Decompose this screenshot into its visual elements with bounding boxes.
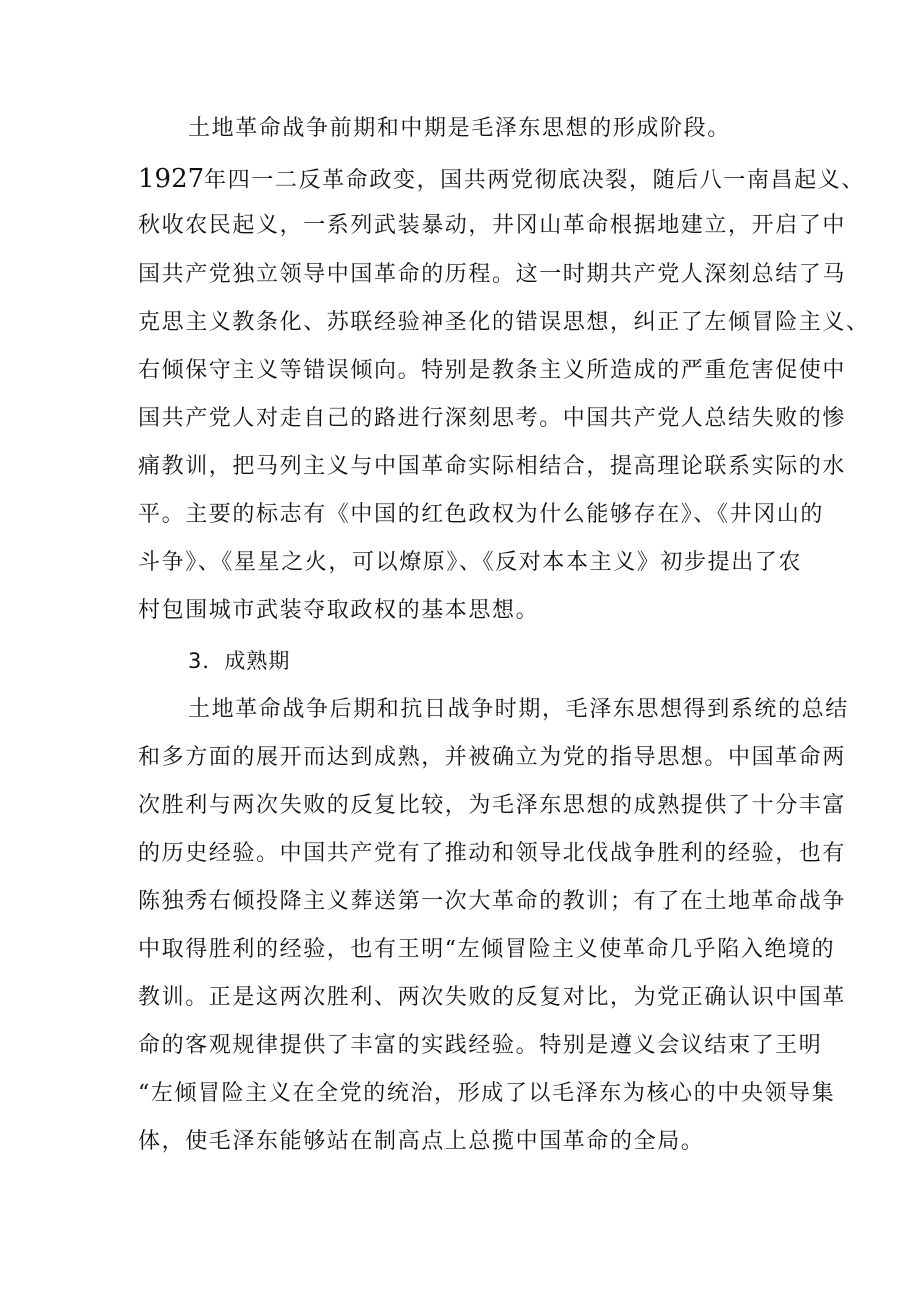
paragraph-line: 国共产党独立领导中国革命的历程。这一时期共产党人深刻总结了马 [138, 262, 847, 287]
paragraph-line: 教训。正是这两次胜利、两次失败的反复对比，为党正确认识中国革 [138, 985, 847, 1010]
paragraph-line: 土地革命战争前期和中期是毛泽东思想的形成阶段。 [188, 116, 731, 141]
paragraph-line: 右倾保守主义等错误倾向。特别是教条主义所造成的严重危害促使中 [138, 358, 847, 383]
paragraph-line: 痛教训，把马列主义与中国革命实际相结合，提高理论联系实际的水 [138, 454, 847, 479]
paragraph-line: 的历史经验。中国共产党有了推动和领导北伐战争胜利的经验，也有 [138, 841, 847, 866]
section-heading: 3．成熟期 [188, 649, 291, 673]
paragraph-line-text: 年四一二反革命政变，国共两党彻底决裂，随后八一南昌起义、 [204, 168, 865, 193]
paragraph-line: 体，使毛泽东能够站在制高点上总揽中国革命的全局。 [138, 1129, 705, 1154]
paragraph-line: “左倾冒险主义在全党的统治，形成了以毛泽东为核心的中央领导集 [138, 1081, 836, 1106]
paragraph-line: 命的客观规律提供了丰富的实践经验。特别是遵义会议结束了王明 [138, 1033, 823, 1058]
paragraph-line: 村包围城市武装夺取政权的基本思想。 [138, 598, 540, 623]
paragraph-line: 中取得胜利的经验，也有王明“左倾冒险主义使革命几乎陷入绝境的 [138, 937, 836, 962]
paragraph-line: 土地革命战争后期和抗日战争时期，毛泽东思想得到系统的总结 [188, 697, 849, 722]
paragraph-line: 克思主义教条化、苏联经验神圣化的错误思想，纠正了左倾冒险主义、 [138, 310, 870, 335]
paragraph-line: 国共产党人对走自己的路进行深刻思考。中国共产党人总结失败的惨 [138, 406, 847, 431]
paragraph-line: 和多方面的展开而达到成熟，并被确立为党的指导思想。中国革命两 [138, 745, 847, 770]
paragraph-line: 次胜利与两次失败的反复比较，为毛泽东思想的成熟提供了十分丰富 [138, 793, 847, 818]
paragraph-line: 秋收农民起义，一系列武装暴动，井冈山革命根据地建立，开启了中 [138, 213, 847, 238]
year-number: 1927 [138, 164, 205, 194]
paragraph-line: 陈独秀右倾投降主义葬送第一次大革命的教训；有了在土地革命战争 [138, 889, 847, 914]
paragraph-line: 平。主要的标志有《中国的红色政权为什么能够存在》、《井冈山的 [138, 502, 825, 527]
paragraph-line: 斗争》、《星星之火，可以燎原》、《反对本本主义》初步提出了农 [138, 550, 803, 575]
paragraph-line [138, 163, 865, 195]
